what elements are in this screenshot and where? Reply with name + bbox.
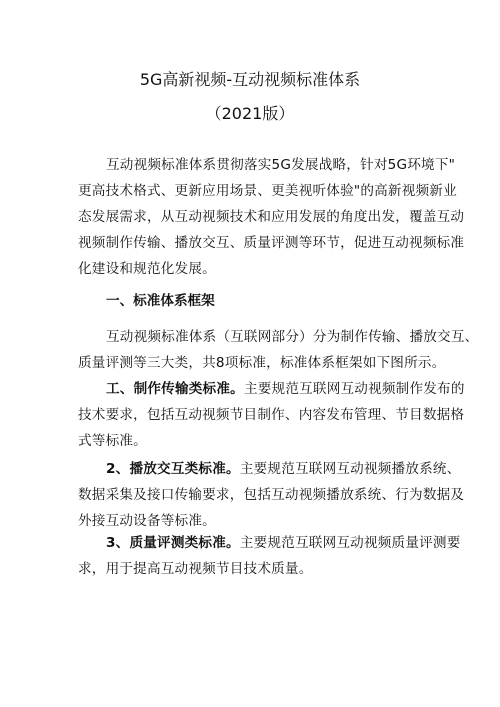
item1-lead: 工、制作传输类标准。 [106, 381, 244, 397]
item3-first: 主要规范互联网互动视频质量评测要 [239, 535, 461, 551]
intro-line: 更高技术格式、更新应用场景、更美视听体验"的高新视频新业 [78, 183, 457, 199]
intro-line: 态发展需求，从互动视频技术和应用发展的角度出发，覆盖互动 [78, 209, 465, 225]
intro-paragraph [78, 152, 465, 282]
document-edition: （2021版） [205, 104, 295, 123]
item2-line: 外接互动设备等标准。 [78, 513, 216, 529]
item2-paragraph [78, 456, 465, 534]
document-title: 5G高新视频-互动视频标准体系 [139, 70, 361, 89]
item1-line: 式等标准。 [78, 433, 147, 449]
intro-line: 化建设和规范化发展。 [78, 261, 216, 277]
section-heading: 一、标准体系框架 [106, 293, 215, 309]
section1-line: 互动视频标准体系（互联网部分）分为制作传输、播放交互、 [106, 329, 479, 345]
intro-line: 视频制作传输、播放交互、质量评测等环节，促进互动视频标准 [78, 235, 465, 251]
section1-line: 质量评测等三大类，共8项标准，标准体系框架如下图所示。 [78, 355, 446, 371]
item2-first: 主要规范互联网互动视频播放系统、 [239, 461, 461, 477]
item1-line: 技术要求，包括互动视频节目制作、内容发布管理、节目数据格 [78, 407, 465, 423]
section1-paragraph [78, 324, 479, 376]
item3-paragraph [78, 530, 461, 582]
item1-paragraph [78, 376, 465, 454]
item2-line: 数据采集及接口传输要求，包括互动视频播放系统、行为数据及 [78, 487, 465, 503]
item2-lead: 2、播放交互类标准。 [106, 461, 240, 477]
item1-first: 主要规范互联网互动视频制作发布的 [243, 381, 465, 397]
item3-line: 求，用于提高互动视频节目技术质量。 [78, 561, 313, 577]
item3-lead: 3、质量评测类标准。 [106, 535, 240, 551]
intro-line: 互动视频标准体系贯彻落实5G发展战略，针对5G环境下" [106, 157, 456, 173]
